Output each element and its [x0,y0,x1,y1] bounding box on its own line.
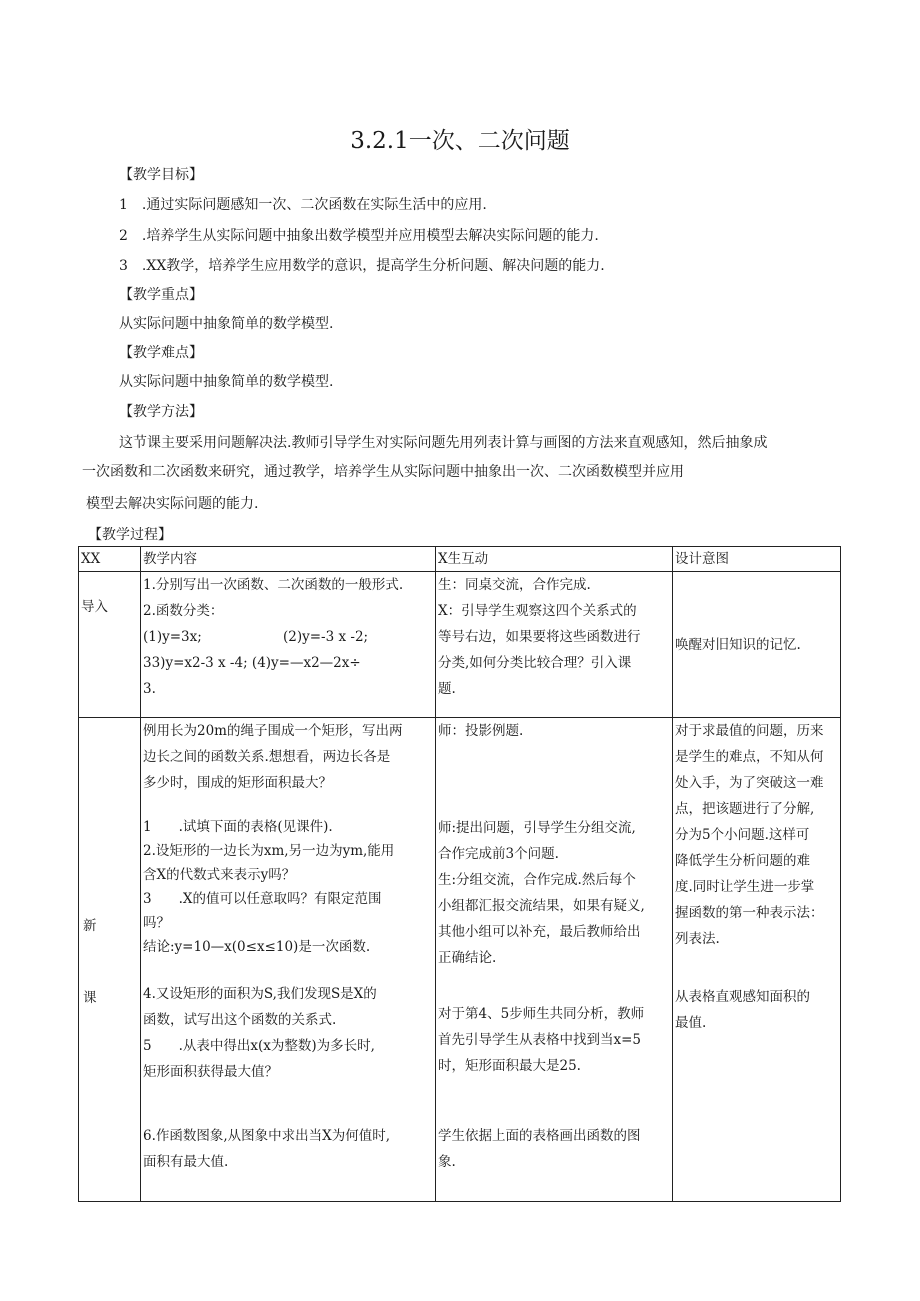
intent-a-line-7: 度.同时让学生进一步掌 [675,879,815,895]
interaction-c-line-1: 对于第4、5步师生共同分析，教师 [438,1006,645,1022]
interaction-b-line-5: 其他小组可以补充，最后教师给出 [438,924,641,940]
new-intent-cell [673,718,841,1202]
intro-interaction-line-3: 等号右边，如果要将这些函数进行 [438,629,641,645]
interaction-b-line-4: 小组都汇报交流结果，如果有疑义, [438,898,645,914]
intro-interaction-line-1: 生：同桌交流，合作完成. [438,577,591,593]
intent-a-line-2: 是学生的难点，不知从何 [675,749,824,765]
steps-4-5 [143,981,377,1085]
steps-1-3 [143,815,394,959]
header-stage: XX [79,547,141,572]
intro-content-line-3 [143,624,433,650]
objective-2: 2 .培养学生从实际问题中抽象出数学模型并应用模型去解决实际问题的能力. [119,228,599,244]
page-title: 3.2.1一次、二次问题 [350,128,570,154]
intent-b-line-1: 从表格直观感知面积的 [675,989,810,1005]
intro-content-cell [141,572,436,718]
intro-intent-cell [673,572,841,718]
intro-interaction-cell [436,572,673,718]
intent-a-line-5: 分为5个小问题.这样可 [675,827,810,843]
step-6 [143,1123,390,1175]
new-stage-char-1: 新 [83,918,97,934]
step-3-line-2: 吗？ [143,915,170,931]
intro-content-line-5: 3. [143,681,156,697]
step-1: 1 .试填下面的表格(见课件). [143,819,333,835]
objective-1: 1 .通过实际问题感知一次、二次函数在实际生活中的应用. [119,197,487,213]
table-row-new [79,718,841,1202]
interaction-b-line-6: 正确结论. [438,950,497,966]
interaction-d [438,1123,641,1175]
header-interaction: X生互动 [436,547,673,572]
method-heading: 【教学方法】 [119,404,203,420]
interaction-c [438,1001,644,1079]
function-2: (2)y=-3 x -2; [283,629,369,645]
objective-3: 3 .XX教学，培养学生应用数学的意识，提高学生分析问题、解决问题的能力. [119,258,605,274]
key-heading: 【教学重点】 [119,287,203,303]
new-interaction-cell [436,718,673,1202]
header-content: 教学内容 [141,547,436,572]
method-line-1: 这节课主要采用问题解决法.教师引导学生对实际问题先用列表计算与画图的方法来直观感知，然后抽象成 [119,435,768,451]
intro-content-line-1: 1.分别写出一次函数、二次函数的一般形式. [143,577,404,593]
step-6-line-2: 面积有最大值. [143,1154,229,1170]
intro-intent: 唤醒对旧知识的记忆. [675,636,801,653]
interaction-c-line-2: 首先引导学生从表格中找到当x=5 [438,1032,642,1048]
intent-a-line-9: 列表法. [675,931,720,947]
process-heading: 【教学过程】 [88,527,172,543]
new-stage-cell [79,718,141,1202]
intent-b [675,984,810,1036]
interaction-b-line-2: 合作完成前3个问题. [438,846,559,862]
intent-a-line-4: 点，把该题进行了分解, [675,801,815,817]
intent-b-line-2: 最值. [675,1015,707,1031]
interaction-b [438,815,645,971]
interaction-a-line-1: 师：投影例题. [438,723,524,739]
intent-a-line-8: 握函数的第一种表示法： [675,905,824,921]
objectives-heading: 【教学目标】 [119,167,203,183]
difficulty-text: 从实际问题中抽象简单的数学模型. [119,374,334,390]
intro-interaction-line-2: X：引导学生观察这四个关系式的 [438,603,637,619]
key-text: 从实际问题中抽象简单的数学模型. [119,316,334,332]
conclusion: 结论:y=10—x(0≤x≤10)是一次函数. [143,939,371,955]
step-4-line-2: 函数，试写出这个函数的关系式. [143,1012,337,1028]
difficulty-heading: 【教学难点】 [119,345,203,361]
method-line-2: 一次函数和二次函数来研究，通过教学，培养学生从实际问题中抽象出一次、二次函数模型并应用 [82,464,684,480]
intent-a-line-1: 对于求最值的问题，历来 [675,723,824,739]
example-line-2: 边长之间的函数关系.想想看，两边长各是 [143,749,391,765]
interaction-d-line-2: 象. [438,1154,456,1170]
intro-interaction-line-4: 分类,如何分类比较合理？引入课 [438,655,632,671]
example-problem [143,718,402,796]
intent-a-line-6: 降低学生分析问题的难 [675,853,810,869]
intro-stage-cell [79,572,141,718]
step-5-line-2: 矩形面积获得最大值？ [143,1064,278,1080]
step-2-line-1: 2.设矩形的一边长为xm,另一边为ym,能用 [143,843,395,859]
table-header-row [79,547,841,572]
interaction-b-line-1: 师:提出问题，引导学生分组交流, [438,820,636,836]
step-3-line-1: 3 .X的值可以任意取吗？有限定范围 [143,891,382,907]
interaction-c-line-3: 时，矩形面积最大是25. [438,1058,581,1074]
interaction-b-line-3: 生:分组交流，合作完成.然后每个 [438,872,636,888]
intent-a [675,718,824,952]
new-stage-char-2: 课 [83,990,97,1006]
intro-stage: 导入 [81,599,108,615]
header-intent: 设计意图 [673,547,841,572]
interaction-a [438,718,523,744]
table-row-intro [79,572,841,718]
step-4-line-1: 4.又设矩形的面积为S,我们发现S是X的 [143,986,377,1002]
step-5-line-1: 5 .从表中得出x(x为整数)为多长时, [143,1038,375,1054]
step-6-line-1: 6.作函数图象,从图象中求出当X为何值时, [143,1128,391,1144]
method-line-3: 模型去解决实际问题的能力. [86,496,259,512]
example-line-1: 例用长为20m的绳子围成一个矩形，写出两 [143,723,403,739]
step-2-line-2: 含X的代数式来表示y吗？ [143,867,296,883]
intro-interaction-line-5: 题. [438,681,456,697]
intent-a-line-3: 处入手，为了突破这一难 [675,775,824,791]
example-line-3: 多少时，围成的矩形面积最大？ [143,775,332,791]
interaction-d-line-1: 学生依据上面的表格画出函数的图 [438,1128,641,1144]
new-content-cell [141,718,436,1202]
intro-content-line-4: 33)y=x2-3 x -4; (4)y=—x2—2x÷ [143,655,361,671]
process-table [78,546,841,1202]
intro-content-line-2: 2.函数分类： [143,603,224,619]
function-1: (1)y=3x; [143,629,202,645]
